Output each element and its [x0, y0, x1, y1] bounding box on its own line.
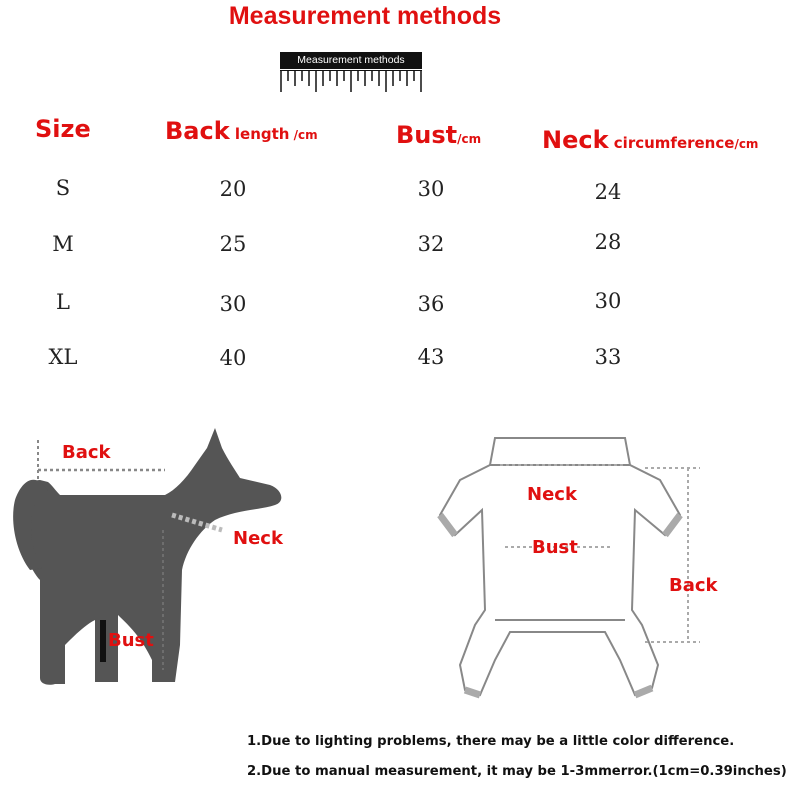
cell-bust: 30 [417, 177, 445, 201]
garment-label-neck: Neck [527, 484, 577, 505]
header-neck-circumference: Neck circumference/cm [542, 126, 759, 154]
header-back-length: Back length /cm [165, 117, 318, 145]
note-1: 1.Due to lighting problems, there may be a little color difference. [247, 734, 735, 749]
garment-label-back: Back [669, 575, 718, 596]
cell-neck: 30 [594, 289, 622, 313]
ruler-label: Measurement methods [280, 52, 422, 69]
cell-bust: 36 [417, 292, 445, 316]
garment-outline [420, 420, 740, 720]
dog-label-back: Back [62, 442, 111, 463]
garment-label-bust: Bust [532, 537, 578, 558]
cell-bust: 32 [417, 232, 445, 256]
garment-diagram [420, 420, 740, 720]
cell-size: L [56, 290, 70, 314]
cell-size: XL [48, 345, 78, 369]
dog-diagram [0, 420, 330, 710]
cell-back: 30 [219, 292, 247, 316]
dog-silhouette [0, 420, 330, 710]
cell-back: 25 [219, 232, 247, 256]
note-2: 2.Due to manual measurement, it may be 1-3mmerror.(1cm=0.39inches) [247, 764, 787, 779]
cell-neck: 28 [594, 230, 622, 254]
cell-bust: 43 [417, 345, 445, 369]
dog-label-bust: Bust [108, 630, 154, 651]
page-title: Measurement methods [228, 2, 502, 30]
cell-size: S [55, 176, 71, 200]
cell-back: 20 [219, 177, 247, 201]
cell-size: M [52, 232, 74, 256]
dog-label-neck: Neck [233, 528, 283, 549]
ruler-ticks [280, 70, 422, 97]
cell-neck: 24 [594, 180, 622, 204]
ruler-graphic [280, 52, 422, 97]
cell-neck: 33 [594, 345, 622, 369]
cell-back: 40 [219, 346, 247, 370]
header-size: Size [35, 115, 91, 143]
header-bust: Bust/cm [396, 121, 482, 149]
